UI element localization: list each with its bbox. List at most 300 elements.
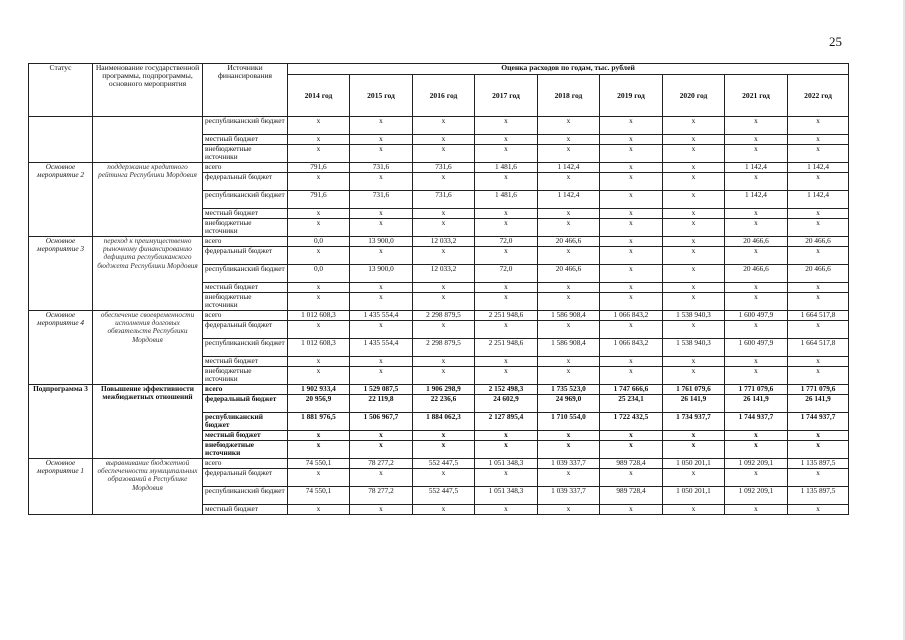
expense-value: х [413, 431, 475, 441]
row-name: Повышение эффективности межбюджетных отношений [93, 385, 203, 459]
expense-value: х [663, 283, 725, 293]
funding-source: всего [203, 311, 288, 321]
funding-source: внебюджетные источники [203, 367, 288, 385]
expense-value: 72,0 [475, 237, 538, 247]
funding-source: внебюджетные источники [203, 441, 288, 459]
expense-value: 78 277,2 [350, 487, 413, 505]
expense-value: 1 092 209,1 [725, 459, 788, 469]
expense-value: х [538, 431, 600, 441]
expense-value: 1 902 933,4 [288, 385, 350, 395]
expense-value: 1 066 843,2 [600, 339, 663, 357]
expense-value: х [600, 469, 663, 487]
expense-value: 1 012 608,3 [288, 339, 350, 357]
expense-value: 1 051 348,3 [475, 459, 538, 469]
table-header [29, 64, 849, 117]
expense-value: х [288, 469, 350, 487]
expense-value: х [413, 209, 475, 219]
expense-value: 1 481,6 [475, 163, 538, 173]
expense-value: х [288, 505, 350, 515]
expense-value: 1 142,4 [725, 191, 788, 209]
expense-value: х [538, 367, 600, 385]
header-year: 2018 год [538, 75, 600, 117]
expense-value: х [663, 469, 725, 487]
expense-value: 20 466,6 [725, 265, 788, 283]
expense-value: х [600, 505, 663, 515]
expense-value: х [538, 209, 600, 219]
expense-value: 989 728,4 [600, 459, 663, 469]
expense-value: х [288, 145, 350, 163]
expense-value: 1 771 079,6 [788, 385, 849, 395]
expense-value: х [350, 283, 413, 293]
expense-value: 1 142,4 [788, 163, 849, 173]
expense-value: х [600, 247, 663, 265]
expense-value: х [663, 321, 725, 339]
expense-value: х [538, 505, 600, 515]
expense-value: х [725, 357, 788, 367]
expense-value: 1 600 497,9 [725, 339, 788, 357]
expense-value: 1 435 554,4 [350, 311, 413, 321]
expense-value: 1 050 201,1 [663, 459, 725, 469]
funding-source: республиканский бюджет [203, 265, 288, 283]
expense-value: х [475, 293, 538, 311]
expense-value: х [350, 145, 413, 163]
expense-value: х [350, 135, 413, 145]
expense-value: 2 298 879,5 [413, 339, 475, 357]
expense-value: 1 142,4 [538, 163, 600, 173]
expense-value: 731,6 [413, 163, 475, 173]
expense-value: 25 234,1 [600, 395, 663, 413]
expense-value: 1 039 337,7 [538, 487, 600, 505]
expense-value: 1 722 432,5 [600, 413, 663, 431]
expense-value: 1 481,6 [475, 191, 538, 209]
expense-value: 2 251 948,6 [475, 339, 538, 357]
expense-value: х [788, 321, 849, 339]
expense-value: х [538, 135, 600, 145]
funding-source: республиканский бюджет [203, 339, 288, 357]
expense-value: х [475, 469, 538, 487]
expense-value: х [600, 237, 663, 247]
funding-source: внебюджетные источники [203, 219, 288, 237]
expense-value: 22 236,6 [413, 395, 475, 413]
expense-value: 2 298 879,5 [413, 311, 475, 321]
expense-value: 731,6 [350, 191, 413, 209]
expense-value: 20 956,9 [288, 395, 350, 413]
expense-value: 78 277,2 [350, 459, 413, 469]
expense-value: 1 135 897,5 [788, 459, 849, 469]
expense-value: х [413, 469, 475, 487]
expense-value: х [663, 209, 725, 219]
expense-value: 20 466,6 [788, 237, 849, 247]
row-status: Основное мероприятие 2 [29, 163, 93, 237]
expense-value: х [413, 367, 475, 385]
header-expense-group: Оценка расходов по годам, тыс. рублей [288, 64, 849, 75]
expense-value: 1 744 937,7 [725, 413, 788, 431]
funding-source: федеральный бюджет [203, 395, 288, 413]
expense-value: 791,6 [288, 191, 350, 209]
expense-value: х [663, 367, 725, 385]
page-number: 25 [829, 34, 842, 49]
expense-value: 1 710 554,0 [538, 413, 600, 431]
expense-value: х [725, 117, 788, 135]
expense-value: х [350, 247, 413, 265]
expense-value: 22 119,8 [350, 395, 413, 413]
funding-source: внебюджетные источники [203, 293, 288, 311]
expense-value: х [788, 357, 849, 367]
expense-value: х [600, 209, 663, 219]
expense-value: х [350, 219, 413, 237]
expense-value: 1 142,4 [788, 191, 849, 209]
expense-value: 1 906 298,9 [413, 385, 475, 395]
header-year: 2015 год [350, 75, 413, 117]
expense-value: х [350, 209, 413, 219]
expense-value: х [475, 367, 538, 385]
expense-value: х [350, 441, 413, 459]
expense-value: 26 141,9 [788, 395, 849, 413]
expense-value: х [788, 505, 849, 515]
expense-value: х [350, 357, 413, 367]
funding-source: федеральный бюджет [203, 173, 288, 191]
expense-value: 0,0 [288, 265, 350, 283]
expense-value: х [788, 367, 849, 385]
expense-value: х [288, 135, 350, 145]
expense-value: х [600, 321, 663, 339]
expense-value: 552 447,5 [413, 487, 475, 505]
expense-value: х [475, 431, 538, 441]
row-name: обеспечение своевременности исполнения долговых обязательств Республики Мордовия [93, 311, 203, 385]
header-status: Статус [29, 64, 93, 117]
expense-value: 1 538 940,3 [663, 311, 725, 321]
expense-value: х [475, 209, 538, 219]
expense-value: 1 142,4 [725, 163, 788, 173]
expense-value: х [475, 145, 538, 163]
expense-value: х [788, 247, 849, 265]
expense-value: х [538, 173, 600, 191]
expense-value: 1 884 062,3 [413, 413, 475, 431]
expense-value: 24 969,0 [538, 395, 600, 413]
expense-value: 1 538 940,3 [663, 339, 725, 357]
expense-value: х [788, 209, 849, 219]
row-name: поддержание кредитного рейтинга Республики Мордовия [93, 163, 203, 237]
expense-value: 1 761 079,6 [663, 385, 725, 395]
expense-value: х [725, 145, 788, 163]
expense-value: 1 664 517,8 [788, 311, 849, 321]
table-row [29, 459, 849, 469]
header-year: 2017 год [475, 75, 538, 117]
expense-value: х [663, 247, 725, 265]
expense-value: х [413, 357, 475, 367]
expense-value: х [538, 441, 600, 459]
expense-value: х [538, 357, 600, 367]
expense-value: х [663, 145, 725, 163]
expense-value: х [288, 117, 350, 135]
expense-value: 1 092 209,1 [725, 487, 788, 505]
expense-value: х [788, 441, 849, 459]
expense-value: х [725, 135, 788, 145]
expense-value: х [725, 367, 788, 385]
expense-value: 24 602,9 [475, 395, 538, 413]
expense-value: х [475, 505, 538, 515]
expense-value: х [725, 321, 788, 339]
expense-value: х [538, 117, 600, 135]
expense-value: 20 466,6 [538, 237, 600, 247]
expense-value: х [350, 173, 413, 191]
funding-source: всего [203, 459, 288, 469]
expense-value: х [350, 321, 413, 339]
expense-value: х [288, 173, 350, 191]
expense-value: х [288, 219, 350, 237]
expense-value: х [413, 219, 475, 237]
funding-source: республиканский бюджет [203, 487, 288, 505]
expense-value: х [288, 441, 350, 459]
expense-value: х [350, 117, 413, 135]
expense-value: 1 771 079,6 [725, 385, 788, 395]
table-row [29, 237, 849, 247]
expense-value: х [475, 117, 538, 135]
expense-value: 20 466,6 [788, 265, 849, 283]
funding-source: внебюджетные источники [203, 145, 288, 163]
budget-table [28, 63, 849, 515]
expense-value: х [413, 283, 475, 293]
expense-value: 1 506 967,7 [350, 413, 413, 431]
header-year: 2021 год [725, 75, 788, 117]
expense-value: х [475, 283, 538, 293]
expense-value: 20 466,6 [538, 265, 600, 283]
expense-value: х [413, 505, 475, 515]
expense-value: 1 586 908,4 [538, 311, 600, 321]
expense-value: 1 747 666,6 [600, 385, 663, 395]
expense-value: х [475, 173, 538, 191]
expense-value: 1 735 523,0 [538, 385, 600, 395]
expense-value: х [538, 469, 600, 487]
header-year: 2022 год [788, 75, 849, 117]
expense-value: х [600, 173, 663, 191]
expense-value: х [288, 367, 350, 385]
expense-value: 1 050 201,1 [663, 487, 725, 505]
expense-value: 12 033,2 [413, 237, 475, 247]
row-name: переход к преимущественно рыночному финансированию дефицита республиканского бюджета Республики Мордовия [93, 237, 203, 311]
expense-value: х [725, 469, 788, 487]
funding-source: местный бюджет [203, 431, 288, 441]
expense-value: х [663, 431, 725, 441]
expense-value: х [538, 219, 600, 237]
expense-value: х [288, 431, 350, 441]
expense-value: 1 744 937,7 [788, 413, 849, 431]
expense-value: х [600, 145, 663, 163]
table-row [29, 385, 849, 395]
expense-value: х [475, 219, 538, 237]
funding-source: республиканский бюджет [203, 117, 288, 135]
expense-value: х [600, 265, 663, 283]
expense-value: 20 466,6 [725, 237, 788, 247]
expense-value: х [475, 135, 538, 145]
expense-value: 731,6 [350, 163, 413, 173]
expense-value: х [663, 173, 725, 191]
expense-value: х [350, 505, 413, 515]
expense-value: х [663, 293, 725, 311]
row-status: Основное мероприятие 3 [29, 237, 93, 311]
expense-value: 731,6 [413, 191, 475, 209]
row-status: Основное мероприятие 4 [29, 311, 93, 385]
funding-source: местный бюджет [203, 209, 288, 219]
expense-value: х [600, 163, 663, 173]
expense-value: х [413, 145, 475, 163]
expense-value: 13 900,0 [350, 237, 413, 247]
expense-value: 0,0 [288, 237, 350, 247]
header-year: 2014 год [288, 75, 350, 117]
row-name: выравнивание бюджетной обеспеченности муниципальных образований в Республике Мордовия [93, 459, 203, 515]
row-status: Подпрограмма 3 [29, 385, 93, 459]
expense-value: 1 066 843,2 [600, 311, 663, 321]
expense-value: х [788, 173, 849, 191]
expense-value: х [788, 145, 849, 163]
expense-value: х [475, 357, 538, 367]
expense-value: 1 664 517,8 [788, 339, 849, 357]
expense-value: х [288, 357, 350, 367]
expense-value: х [788, 117, 849, 135]
expense-value: х [288, 209, 350, 219]
expense-value: 1 881 976,5 [288, 413, 350, 431]
expense-value: х [725, 219, 788, 237]
expense-value: х [413, 441, 475, 459]
table-row [29, 163, 849, 173]
funding-source: республиканский бюджет [203, 413, 288, 431]
expense-value: х [725, 441, 788, 459]
expense-value: х [663, 163, 725, 173]
row-status: Основное мероприятие 1 [29, 459, 93, 515]
expense-value: х [600, 117, 663, 135]
expense-value: х [725, 247, 788, 265]
expense-value: х [725, 209, 788, 219]
funding-source: республиканский бюджет [203, 191, 288, 209]
expense-value: х [663, 219, 725, 237]
expense-value: 552 447,5 [413, 459, 475, 469]
expense-value: х [413, 247, 475, 265]
expense-value: х [663, 117, 725, 135]
header-year: 2019 год [600, 75, 663, 117]
funding-source: федеральный бюджет [203, 321, 288, 339]
expense-value: 2 251 948,6 [475, 311, 538, 321]
expense-value: 26 141,9 [725, 395, 788, 413]
expense-value: х [538, 283, 600, 293]
expense-value: х [538, 247, 600, 265]
expense-value: х [288, 293, 350, 311]
expense-value: 1 529 087,5 [350, 385, 413, 395]
expense-value: х [350, 293, 413, 311]
expense-value: 989 728,4 [600, 487, 663, 505]
expense-value: х [600, 293, 663, 311]
expense-value: 12 033,2 [413, 265, 475, 283]
expense-value: 1 039 337,7 [538, 459, 600, 469]
row-status [29, 117, 93, 163]
expense-value: х [725, 505, 788, 515]
expense-value: х [600, 219, 663, 237]
funding-source: местный бюджет [203, 283, 288, 293]
funding-source: местный бюджет [203, 505, 288, 515]
header-name: Наименование государственной программы, подпрограммы, основного мероприятия [93, 64, 203, 117]
funding-source: местный бюджет [203, 135, 288, 145]
expense-value: х [350, 431, 413, 441]
expense-value: х [600, 283, 663, 293]
expense-value: х [725, 173, 788, 191]
funding-source: всего [203, 237, 288, 247]
expense-value: х [413, 135, 475, 145]
expense-value: 26 141,9 [663, 395, 725, 413]
expense-value: х [538, 293, 600, 311]
header-year: 2020 год [663, 75, 725, 117]
expense-value: х [288, 283, 350, 293]
expense-value: х [725, 293, 788, 311]
expense-value: х [600, 135, 663, 145]
table-row [29, 311, 849, 321]
expense-value: х [413, 293, 475, 311]
expense-value: х [788, 219, 849, 237]
expense-value: 1 734 937,7 [663, 413, 725, 431]
expense-value: х [663, 441, 725, 459]
expense-value: 2 152 498,3 [475, 385, 538, 395]
expense-value: х [725, 431, 788, 441]
expense-value: х [538, 321, 600, 339]
expense-value: 72,0 [475, 265, 538, 283]
expense-value: 1 435 554,4 [350, 339, 413, 357]
expense-value: х [475, 441, 538, 459]
expense-value: х [788, 293, 849, 311]
header-year: 2016 год [413, 75, 475, 117]
expense-value: х [663, 265, 725, 283]
expense-value: х [600, 357, 663, 367]
expense-value: 1 012 608,3 [288, 311, 350, 321]
expense-value: х [663, 357, 725, 367]
expense-value: х [725, 283, 788, 293]
expense-value: х [475, 247, 538, 265]
expense-value: 1 600 497,9 [725, 311, 788, 321]
expense-value: 2 127 895,4 [475, 413, 538, 431]
expense-value: х [788, 469, 849, 487]
expense-value: 1 586 908,4 [538, 339, 600, 357]
expense-value: х [788, 135, 849, 145]
expense-value: 1 051 348,3 [475, 487, 538, 505]
expense-value: х [600, 441, 663, 459]
expense-value: х [600, 431, 663, 441]
expense-value: 791,6 [288, 163, 350, 173]
expense-value: х [788, 431, 849, 441]
header-source: Источники финансирования [203, 64, 288, 117]
expense-value: х [413, 173, 475, 191]
expense-value: х [600, 367, 663, 385]
expense-value: х [413, 117, 475, 135]
expense-value: 74 550,1 [288, 459, 350, 469]
funding-source: федеральный бюджет [203, 469, 288, 487]
expense-value: х [288, 247, 350, 265]
expense-value: х [350, 367, 413, 385]
expense-value: х [288, 321, 350, 339]
expense-value: х [663, 505, 725, 515]
row-name [93, 117, 203, 163]
expense-value: х [788, 283, 849, 293]
expense-value: х [350, 469, 413, 487]
expense-value: х [663, 237, 725, 247]
funding-source: федеральный бюджет [203, 247, 288, 265]
expense-value: х [413, 321, 475, 339]
expense-value: х [538, 145, 600, 163]
expense-value: х [600, 191, 663, 209]
expense-value: х [663, 191, 725, 209]
expense-value: 74 550,1 [288, 487, 350, 505]
expense-value: 1 142,4 [538, 191, 600, 209]
expense-value: 1 135 897,5 [788, 487, 849, 505]
funding-source: всего [203, 163, 288, 173]
expense-value: 13 900,0 [350, 265, 413, 283]
funding-source: местный бюджет [203, 357, 288, 367]
